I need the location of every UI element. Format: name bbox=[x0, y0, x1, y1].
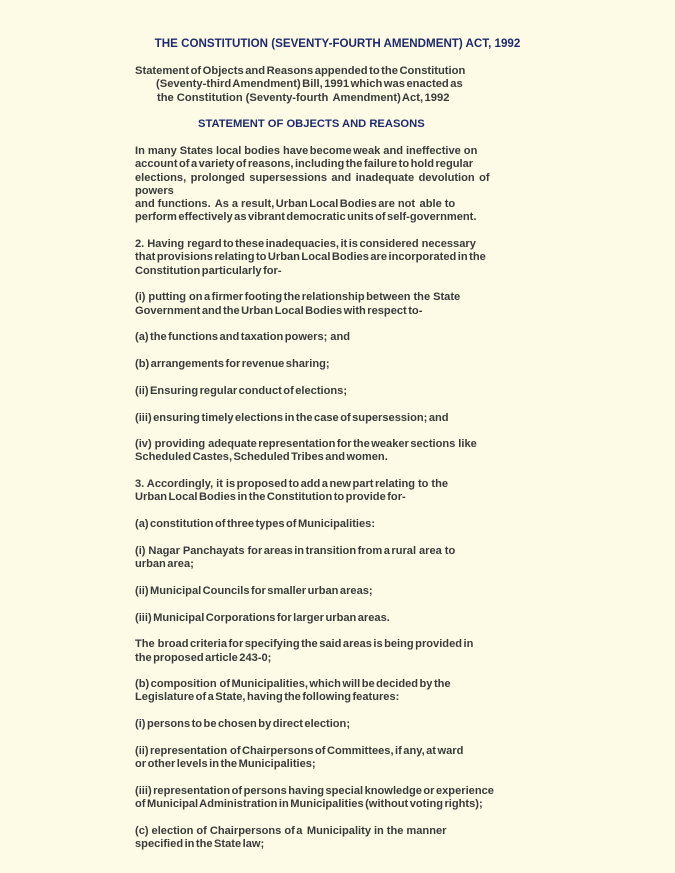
paragraph-line: 3. Accordingly, it is proposed to add a new part relating to the bbox=[135, 478, 449, 491]
intro-statement bbox=[135, 65, 535, 105]
paragraph-line: The broad criteria for specifying the said areas is being provided in bbox=[135, 638, 474, 651]
paragraph-line: Legislature of a State, having the following features: bbox=[135, 691, 400, 704]
paragraph-line: perform effectively as vibrant democratic units of self-government. bbox=[135, 211, 477, 224]
paragraph-line: powers bbox=[135, 184, 174, 197]
paragraph-line: (iii) representation of persons having special knowledge or experience bbox=[135, 784, 494, 797]
document-title: THE CONSTITUTION (SEVENTY-FOURTH AMENDMENT) ACT, 1992 bbox=[154, 37, 521, 50]
paragraph-line: (c) election of Chairpersons of a Municipality in the manner bbox=[135, 824, 447, 837]
paragraph bbox=[135, 638, 535, 665]
paragraph-line: (ii) Municipal Councils for smaller urban areas; bbox=[135, 584, 373, 597]
paragraph-line: (iv) providing adequate representation for the weaker sections like bbox=[135, 438, 477, 451]
paragraph bbox=[135, 785, 535, 812]
paragraph-line: (i) persons to be chosen by direct election; bbox=[135, 718, 351, 731]
paragraph-line: (a) constitution of three types of Municipalities: bbox=[135, 518, 376, 531]
paragraph-line: account of a variety of reasons, including the failure to hold regular bbox=[135, 158, 474, 171]
paragraph-line: (iii) Municipal Corporations for larger urban areas. bbox=[135, 611, 390, 624]
paragraph-line: In many States local bodies have become weak and ineffective on bbox=[135, 145, 478, 157]
paragraph-line: or other levels in the Municipalities; bbox=[135, 758, 316, 771]
paragraph bbox=[135, 438, 535, 465]
paragraph-line: the proposed article 243-0; bbox=[135, 651, 272, 664]
paragraph-line: specified in the State law; bbox=[135, 838, 265, 851]
paragraph bbox=[135, 331, 535, 344]
paragraph bbox=[135, 358, 535, 371]
paragraph bbox=[135, 291, 535, 318]
section-heading: STATEMENT OF OBJECTS AND REASONS bbox=[198, 118, 425, 130]
paragraph bbox=[135, 612, 535, 625]
paragraph-line: (i) Nagar Panchayats for areas in transition from a rural area to bbox=[135, 544, 456, 557]
paragraph bbox=[135, 678, 535, 705]
paragraph-line: (b) composition of Municipalities, which will be decided by the bbox=[135, 678, 451, 691]
paragraph-line: urban area; bbox=[135, 558, 194, 571]
intro-line: (Seventy-third Amendment) Bill, 1991 which was enacted as bbox=[156, 78, 463, 91]
paragraph-line: elections, prolonged supersessions and inadequate devolution of bbox=[135, 171, 490, 184]
paragraph bbox=[135, 238, 535, 278]
intro-line: the Constitution (Seventy-fourth Amendment) Act, 1992 bbox=[157, 91, 450, 104]
paragraph-line: Scheduled Castes, Scheduled Tribes and women. bbox=[135, 451, 388, 464]
paragraph-line: 2. Having regard to these inadequacies, it is considered necessary bbox=[135, 238, 476, 251]
paragraph bbox=[135, 745, 535, 772]
paragraph-line: Constitution particularly for- bbox=[135, 264, 282, 277]
paragraph-line: (ii) Ensuring regular conduct of elections; bbox=[135, 384, 348, 397]
paragraph bbox=[135, 825, 535, 852]
paragraph-line: Government and the Urban Local Bodies with respect to- bbox=[135, 304, 423, 317]
intro-line: Statement of Objects and Reasons appended to the Constitution bbox=[135, 65, 466, 77]
paragraph bbox=[135, 718, 535, 731]
paragraph bbox=[135, 145, 535, 225]
paragraph-line: (i) putting on a firmer footing the relationship between the State bbox=[135, 291, 461, 304]
paragraph bbox=[135, 585, 535, 598]
paragraph-line: Urban Local Bodies in the Constitution to provide for- bbox=[135, 491, 406, 504]
paragraph-line: and functions. As a result, Urban Local Bodies are not able to bbox=[135, 198, 456, 211]
paragraph-line: (b) arrangements for revenue sharing; bbox=[135, 358, 330, 371]
paragraph bbox=[135, 545, 535, 572]
paragraph bbox=[135, 385, 535, 398]
document-body bbox=[135, 145, 535, 865]
paragraph bbox=[135, 518, 535, 531]
paragraph-line: (iii) ensuring timely elections in the case of supersession; and bbox=[135, 411, 449, 424]
paragraph bbox=[135, 412, 535, 425]
paragraph-line: that provisions relating to Urban Local Bodies are incorporated in the bbox=[135, 251, 486, 264]
paragraph-line: (a) the functions and taxation powers; and bbox=[135, 331, 351, 344]
paragraph bbox=[135, 478, 535, 505]
paragraph-line: of Municipal Administration in Municipalities (without voting rights); bbox=[135, 798, 483, 811]
paragraph-line: (ii) representation of Chairpersons of Committees, if any, at ward bbox=[135, 744, 464, 757]
